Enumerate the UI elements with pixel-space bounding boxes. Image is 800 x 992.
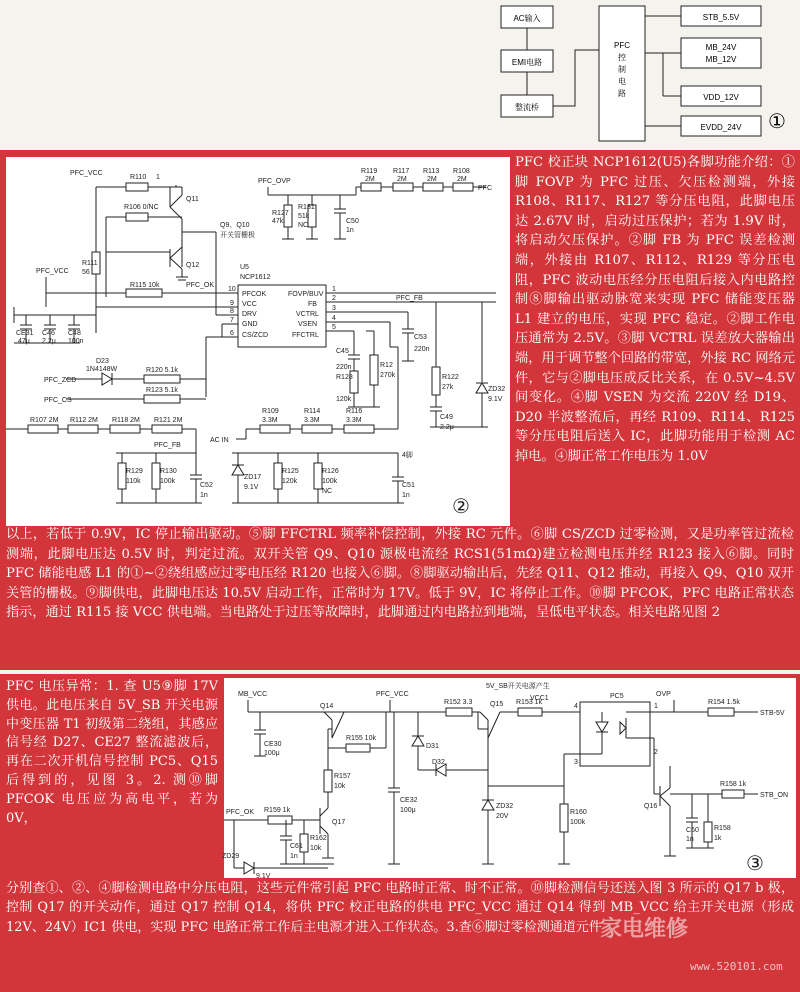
fig3-pfc-ok: PFC_OK [226, 809, 255, 816]
fig2-r115: R115 10k [130, 282, 160, 289]
fig2-pin-vcc: VCC [242, 301, 257, 308]
fig2-pin-pfcok: PFCOK [242, 291, 267, 298]
pfc-label-3: 电 [618, 77, 626, 86]
fig2-r106: R106 0/NC [124, 204, 159, 211]
fig3-r160: R160 [570, 809, 587, 816]
fig2-r114: R114 [304, 408, 321, 415]
fig2-c46: C46 [42, 330, 55, 337]
fig2-r130: R130 [160, 468, 177, 475]
fig3-r157: R157 [334, 773, 351, 780]
fig2-pin-vsen: VSEN [298, 321, 318, 328]
fig3-r153: R153 1k [516, 699, 543, 706]
fig3-ovp: OVP [656, 691, 671, 698]
fig2-r111-v: 56 [82, 269, 90, 276]
pfc-label-0: PFC [614, 41, 630, 50]
fig2-q9-note2: 开关管栅极 [220, 232, 255, 239]
out-stb-label: STB_5.5V [702, 13, 740, 22]
fig2-r113: R113 [423, 168, 440, 175]
fig2-c48-v: 100n [68, 338, 84, 345]
fig2-c53-v: 220n [414, 346, 430, 353]
fig2-r126-v: 100k [322, 478, 338, 485]
fig2-r131-v: 51k [298, 213, 310, 220]
fig2-ce31: CE31 [16, 330, 34, 337]
ac-input-label: AC输入 [513, 14, 541, 23]
fig2-pin-cs: CS/ZCD [242, 332, 269, 339]
fig2-q11: Q11 [186, 196, 199, 203]
pin-function-text-right: PFC 校正块 NCP1612(U5)各脚功能介绍：①脚 FOVP 为 PFC 过压、欠压检测端，外接 R108、R117、R127 等分压电阻，此脚电压达 2.67V 时，启动过压保护；若为 1.9V 时，将启动欠压保护。②脚 FB 为 PFC 误差检测端，外接由 R107、R112、R129 等分压电阻，PFC 波动电压经分压电阻后接入内电路控制⑧脚输出驱动脉宽来实现 PFC 储能变压器 L1 建立的电压，实现 PFC 稳定。②脚工作电压通常为 2.5V。③脚 VCTRL 误差放大器输出端，用于调节整个回路的带宽，外接 RC 网络元件，它与②脚电压成反比关系，在 0.5V~4.5V 间变化。④脚 VSEN 为交流 220V 经 D19、D20 半波整流后，再经 R109、R114、R125 等分压电阻后送入 IC，此脚功能用于检测 AC 掉电。④脚正常工作电压为 1.0V [515, 155, 795, 464]
fig2-r128-v: 120k [336, 396, 352, 403]
fig3-vcc1: VCC1 [530, 695, 549, 702]
fig2-n2: 2 [332, 295, 336, 302]
fig2-r119: R119 [361, 168, 378, 175]
fig2-r122-v: 27k [442, 384, 454, 391]
fig3-r158b-v: 1k [714, 835, 722, 842]
fig2-r114-v: 3.3M [304, 417, 320, 424]
fig2-n6: 6 [230, 330, 234, 337]
fig2-pfc-fb-line: PFC_FB [396, 295, 423, 302]
fig2-r111: R111 [82, 260, 98, 267]
fig2-r117-v: 2M [397, 176, 407, 183]
fig2-pfc-vcc-left: PFC_VCC [36, 268, 69, 275]
fig2-c53: C53 [414, 334, 427, 341]
pfc-label-2: 制 [618, 65, 626, 74]
fig3-p3: 3 [574, 759, 578, 766]
fig2-pin-drv: DRV [242, 311, 257, 318]
fig2-r131: R131 [298, 204, 315, 211]
fig3-c61-v: 1n [290, 853, 298, 860]
fig3-ce30-v: 100μ [264, 750, 280, 757]
fig3-r154: R154 1.5k [708, 699, 740, 706]
fig2-n1: 1 [332, 286, 336, 293]
fig2-c45: C45 [336, 348, 349, 355]
fig2-zd17: ZD17 [244, 474, 262, 481]
fig2-r110: R110 [130, 174, 147, 181]
fig2-r130-v: 100k [160, 478, 176, 485]
fig2-c51: C51 [402, 482, 415, 489]
fig2-r116-v: 3.3M [346, 417, 362, 424]
fig2-zd17-v: 9.1V [244, 484, 259, 491]
fig2-c52: C52 [200, 482, 213, 489]
fig2-ncp: NCP1612 [240, 274, 271, 281]
fig3-zd29: ZD29 [222, 853, 240, 860]
fig3-d32: D32 [432, 759, 445, 766]
pfc-label-1: 控 [618, 53, 626, 62]
fig3-zd32: ZD32 [496, 803, 514, 810]
fig2-q12: Q12 [186, 262, 200, 269]
fig2-r117: R117 [393, 168, 410, 175]
fig3-p4: 4 [574, 703, 578, 710]
fig2-r12: R12 [380, 362, 393, 369]
fig2-c50: C50 [346, 218, 359, 225]
fig3-ce32-v: 100μ [400, 807, 416, 814]
fig1-number: ① [768, 111, 786, 133]
fig3-r158a: R158 1k [720, 781, 747, 788]
fig2-c45-v: 220n [336, 364, 352, 371]
fig3-pc5: PC5 [610, 693, 624, 700]
fig2-number: ② [452, 496, 470, 518]
fig3-c60-v: 1n [686, 836, 694, 843]
fig2-r120: R120 5.1k [146, 367, 178, 374]
fig3-r160-v: 100k [570, 819, 586, 826]
fig2-r109: R109 [262, 408, 279, 415]
fig2-r126-nc: NC [322, 488, 333, 495]
out-mb24-label: MB_24V [705, 43, 737, 52]
fig3-title: 5V_SB开关电源产生 [486, 683, 550, 690]
fig2-r110-v: 1 [156, 174, 160, 181]
fig3-d31: D31 [426, 743, 439, 750]
pfc-fault-text-left: PFC 电压异常：1. 查 U5⑨脚 17V 供电。此电压来自 5V_SB 开关电源中变压器 T1 初级第二绕组，其感应信号经 D27、CE27 整流滤波后，再在二次开机信号控制 PC5、Q15 后得到的，见图 3。2. 测⑩脚 PFCOK 电压应为高电平，若为 0V， [6, 679, 218, 826]
fig3-q15: Q15 [490, 701, 504, 708]
fig3-q16: Q16 [644, 803, 658, 810]
fig3-stb-on: STB_ON [760, 792, 789, 799]
fig2-r128: R128 [336, 374, 353, 381]
fig2-r108-v: 2M [457, 176, 467, 183]
fig3-p2: 2 [654, 749, 658, 756]
fig2-r123: R123 5.1k [146, 387, 178, 394]
fig3-ce30: CE30 [264, 741, 282, 748]
fig2-ac-in: AC IN [210, 437, 229, 444]
fig2-zd32: ZD32 [488, 386, 506, 393]
fig2-u5: U5 [240, 264, 249, 271]
fig2-ce31-v: 47μ [18, 338, 30, 345]
fig2-d23: D23 [96, 358, 109, 365]
out-mb12-label: MB_12V [705, 55, 737, 64]
fig2-pfc-ovp: PFC_OVP [258, 178, 291, 185]
fig2-n7: 7 [230, 317, 234, 324]
fig3-p1: 1 [654, 703, 658, 710]
fig2-r131-nc: NC [298, 222, 309, 229]
emi-label: EMI电路 [511, 58, 543, 67]
fig3-q14: Q14 [320, 703, 334, 710]
fig3-number: ③ [746, 853, 764, 875]
watermark-url: www.520101.com [690, 960, 783, 973]
fig2-pfc-cs: PFC_CS [44, 397, 72, 404]
fig2-n3: 3 [332, 305, 336, 312]
fig2-n5: 5 [332, 324, 336, 331]
fig2-r108: R108 [453, 168, 470, 175]
fig2-r129: R129 [126, 468, 143, 475]
fig2-n8: 8 [230, 308, 234, 315]
rectifier-label: 整流桥 [515, 103, 539, 112]
fig2-pin-fb: FB [308, 301, 317, 308]
pin-function-text-bottom: 以上，若低于 0.9V，IC 停止输出驱动。⑤脚 FFCTRL 频率补偿控制，外接 RC 元件。⑥脚 CS/ZCD 过零检测，又是功率管过流检测端，此脚电压达 0.5V 时，判定过流。双开关管 Q9、Q10 源极电流经 RCS1(51mΩ)建立检测电压并经 R123 接入⑥脚。同时 PFC 储能电感 L1 的①~②绕组感应过零电压经 R120 也接入⑥脚。⑧脚驱动输出后，先经 Q11、Q12 推动，再接入 Q9、Q10 双开关管的栅极。⑨脚供电，此脚电压达 10.5V 启动工作，正常时为 17V。低于 9V，IC 将停止工作。⑩脚 PFCOK，PFC 电路正常状态指示，通过 R115 接 VCC 供电端。当电路处于过压等故障时，此脚通过内电路拉到地端，呈低电平状态。相关电路见图 2 [6, 527, 794, 621]
fig2-r118: R118 2M [112, 417, 140, 424]
fig3-r155: R155 10k [346, 735, 376, 742]
fig2-c49-v: 2.2μ [440, 424, 454, 431]
fig2-pin4: 4脚 [402, 452, 413, 459]
fig2-r109-v: 3.3M [262, 417, 278, 424]
fig3-stb5v: STB-5V [760, 710, 785, 717]
fig2-r127: R127 [272, 210, 289, 217]
fig2-pin-fovp: FOVP/BUV [288, 291, 324, 298]
block-diagram [0, 0, 800, 150]
fig2-schematic [6, 157, 510, 526]
fig3-mb-vcc: MB_VCC [238, 691, 268, 698]
fig2-r113-v: 2M [427, 176, 437, 183]
fig2-r119-v: 2M [365, 176, 375, 183]
fig3-schematic [224, 678, 796, 878]
fig2-pfc-out: PFC [478, 185, 492, 192]
fig2-n9: 9 [230, 300, 234, 307]
fig2-pfc-ok: PFC_OK [186, 282, 215, 289]
fig2-q9-note: Q9、Q10 [220, 222, 250, 229]
fig2-r129-v: 110k [126, 478, 141, 485]
fig2-c49: C49 [440, 414, 453, 421]
fig2-r12-v: 270k [380, 372, 396, 379]
fig2-r122: R122 [442, 374, 459, 381]
fig3-zd29-v: 9.1V [256, 873, 271, 880]
fig2-pin-ffc: FFCTRL [292, 332, 319, 339]
fig3-r162: R162 [310, 835, 327, 842]
fig3-r162-v: 10k [310, 845, 322, 852]
fig3-c60: C60 [686, 827, 699, 834]
fig2-c51-v: 1n [402, 492, 410, 499]
fig2-r126: R126 [322, 468, 339, 475]
fig2-pfc-zcd: PFC_ZCD [44, 377, 77, 384]
fig3-r152: R152 3.3 [444, 699, 473, 706]
pfc-label-4: 路 [618, 89, 626, 98]
fig3-r159: R159 1k [264, 807, 291, 814]
fig2-n4: 4 [332, 315, 336, 322]
fig2-r121: R121 2M [154, 417, 183, 424]
fig2-r112: R112 2M [70, 417, 98, 424]
fig2-c52-v: 1n [200, 492, 208, 499]
fig2-r127-v: 47k [272, 218, 284, 225]
fig3-c61: C61 [290, 843, 303, 850]
pfc-fault-text-bottom: 分别查①、②、④脚检测电路中分压电阻，这些元件常引起 PFC 电路时正常、时不正常。⑩脚检测信号还送入图 3 所示的 Q17 b 极，控制 Q17 的开关动作，通过 Q17 控制 Q14，将供 PFC 校正电路的供电 PFC_VCC 通过 Q14 得到 MB_VCC 给主开关电源（形成 12V、24V）IC1 供电，实现 PFC 电路正常工作后主电源才进入工作状态。3.查⑥脚过零检测通道元件 [6, 881, 794, 935]
out-vdd-label: VDD_12V [703, 93, 739, 102]
fig2-pin-gnd: GND [242, 321, 258, 328]
fig2-zd32-v: 9.1V [488, 396, 503, 403]
fig2-r116: R116 [346, 408, 363, 415]
fig2-pfc-fb: PFC_FB [154, 442, 181, 449]
out-evdd-label: EVDD_24V [700, 123, 742, 132]
fig3-r157-v: 10k [334, 783, 346, 790]
fig2-c50-v: 1n [346, 227, 354, 234]
fig3-ce32: CE32 [400, 797, 418, 804]
fig2-n10: 10 [228, 286, 236, 293]
fig2-d23-v: 1N4148W [86, 366, 118, 373]
fig2-r107: R107 2M [30, 417, 59, 424]
fig2-c48: C48 [68, 330, 81, 337]
fig2-r125-v: 120k [282, 478, 298, 485]
fig3-pfc-vcc: PFC_VCC [376, 691, 409, 698]
fig2-pfc-vcc-top: PFC_VCC [70, 170, 103, 177]
fig3-r158b: R158 [714, 825, 731, 832]
fig2-pin-vctrl: VCTRL [296, 311, 319, 318]
fig2-r125: R125 [282, 468, 299, 475]
watermark-logo: 家电维修 [600, 917, 689, 942]
fig3-zd32-v: 20V [496, 813, 509, 820]
fig2-c46-v: 2.2μ [42, 338, 56, 345]
fig3-q17: Q17 [332, 819, 346, 826]
